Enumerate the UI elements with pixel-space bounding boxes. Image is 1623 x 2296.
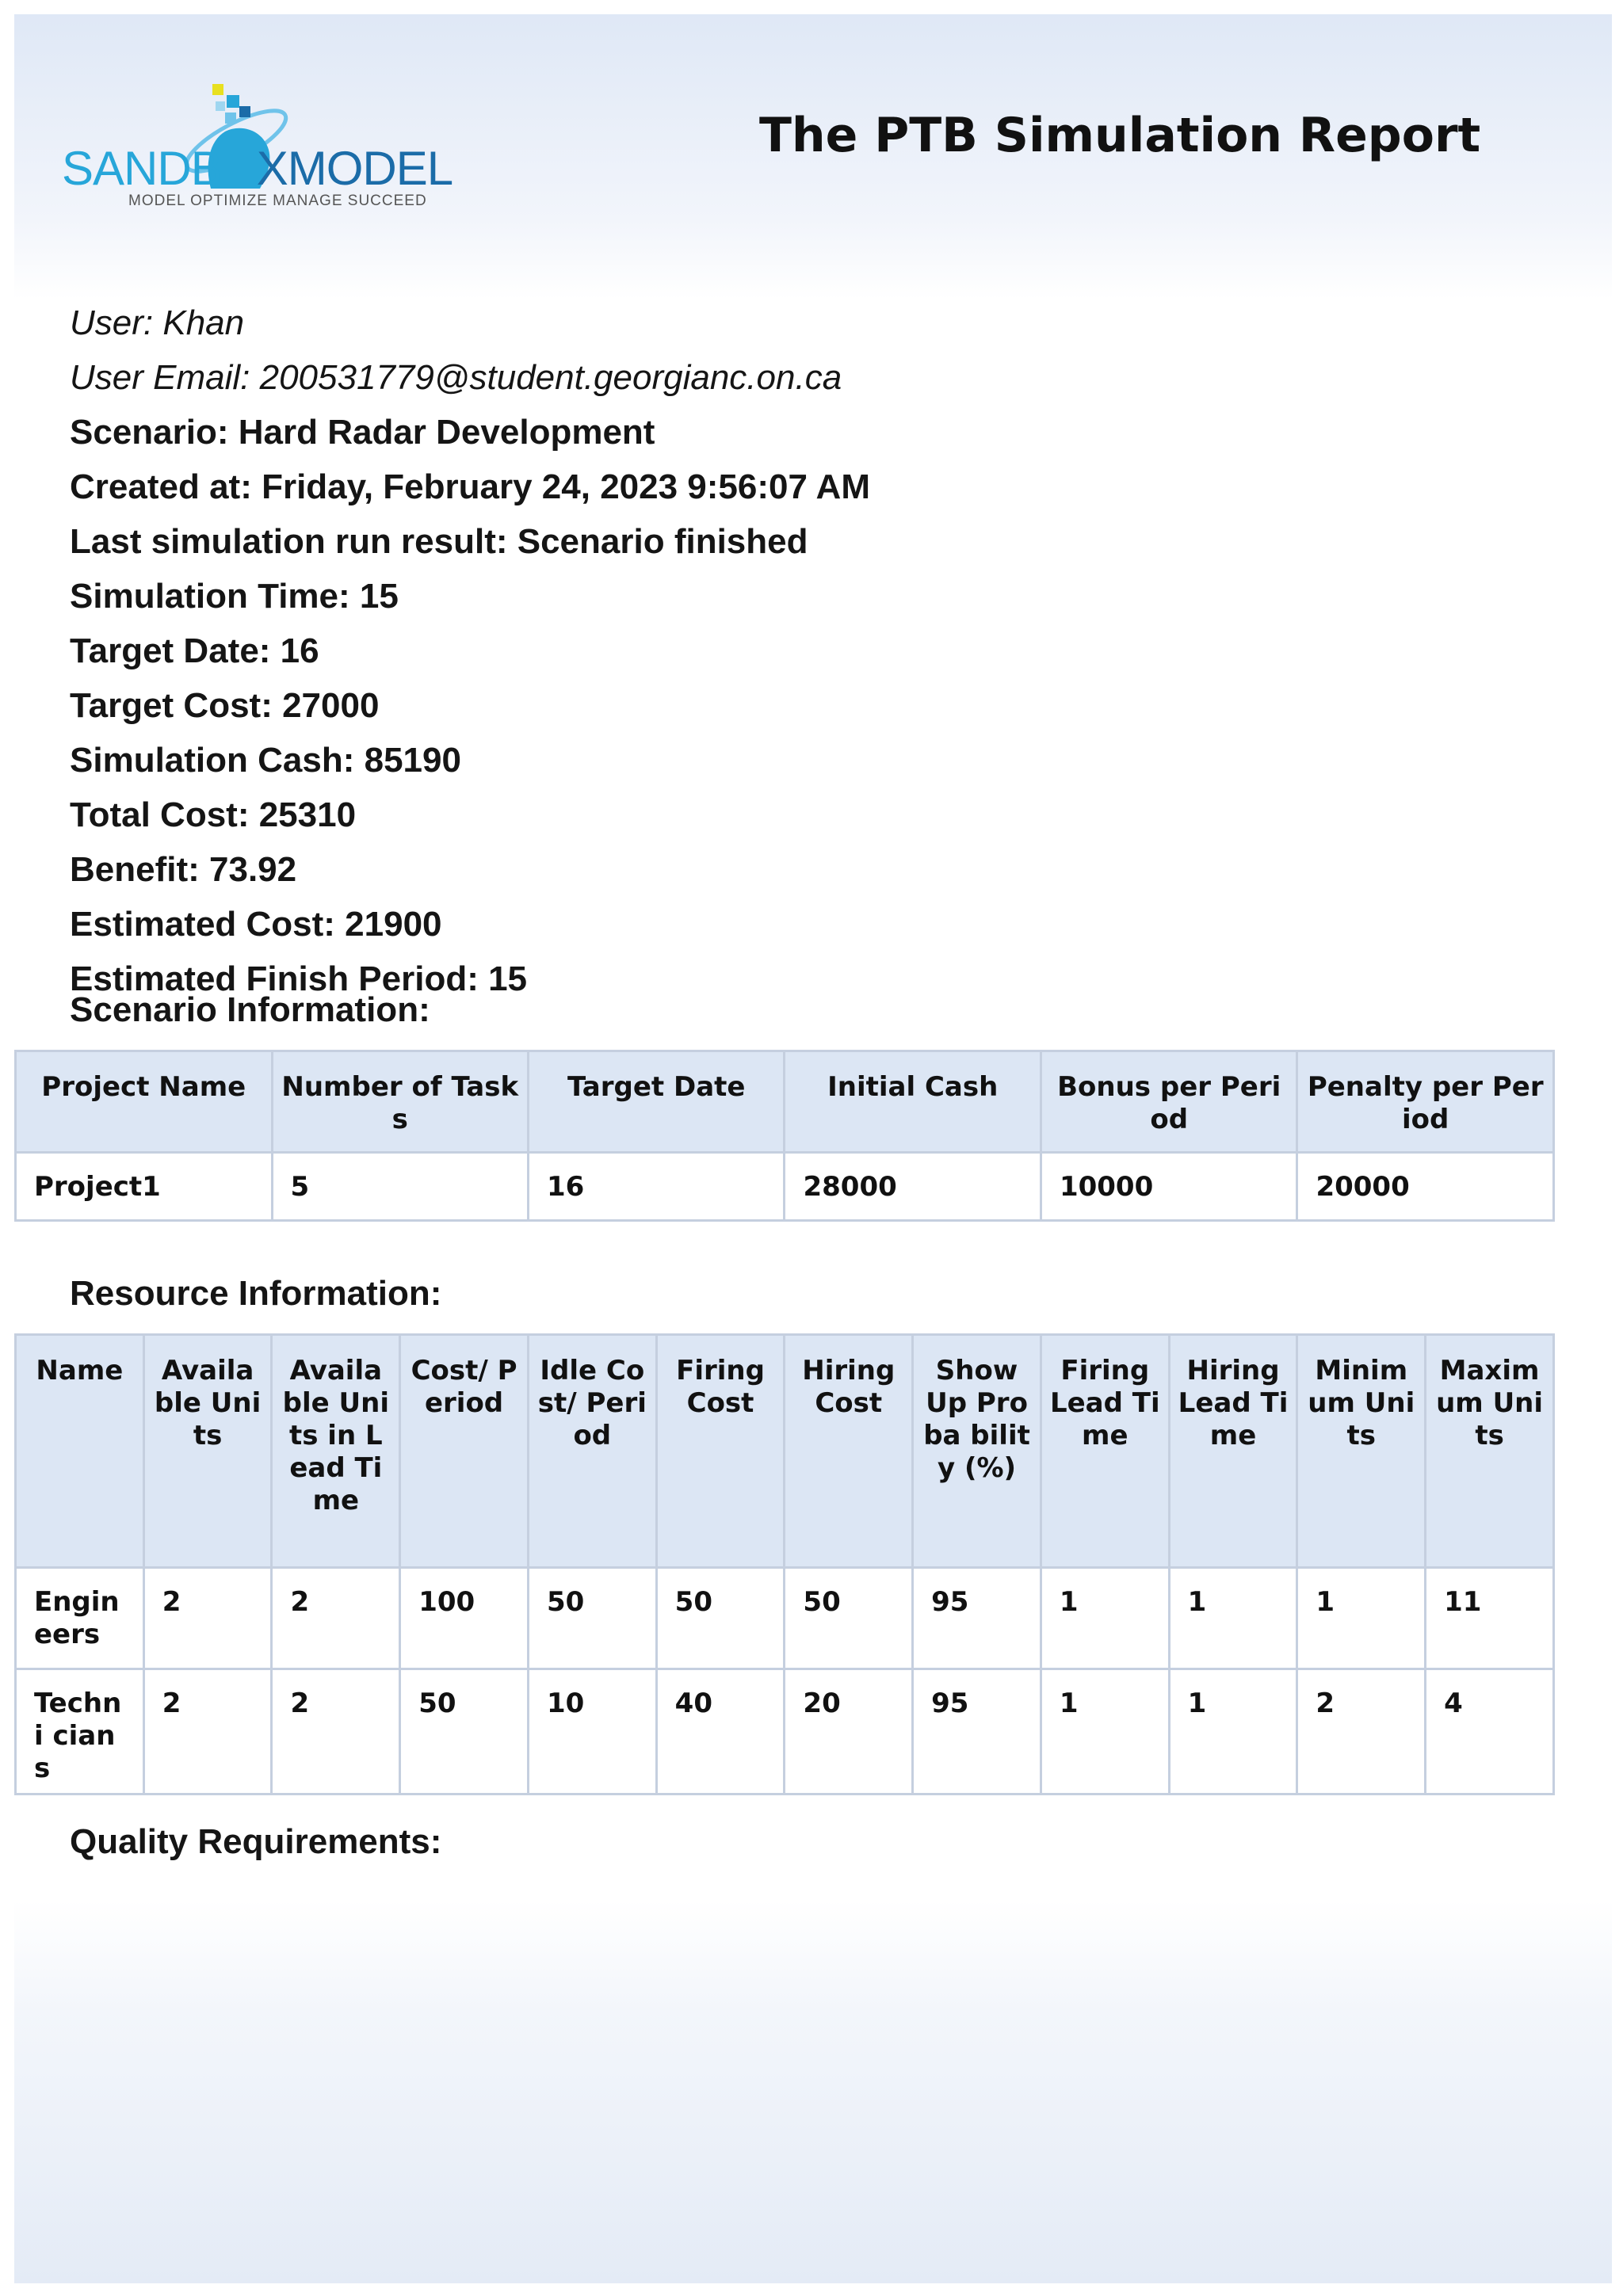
cell: 50 — [400, 1669, 529, 1794]
col-project-name: Project Name — [16, 1051, 273, 1153]
cell: 50 — [528, 1568, 656, 1669]
user-email: User Email: 200531779@student.georgianc.on.ca — [70, 358, 842, 397]
target-date: Target Date: 16 — [70, 631, 319, 670]
cell: 100 — [400, 1568, 529, 1669]
cell: 2 — [143, 1669, 272, 1794]
col-idle-cost-period: Idle Cost/ Period — [528, 1335, 656, 1568]
table-row — [16, 1568, 1554, 1669]
created-at: Created at: Friday, February 24, 2023 9:56:07 AM — [70, 467, 870, 506]
cell: 5 — [272, 1153, 528, 1221]
cell: 4 — [1426, 1669, 1554, 1794]
cell: 95 — [913, 1568, 1041, 1669]
col-number-of-tasks: Number of Tasks — [272, 1051, 528, 1153]
cell: 20000 — [1297, 1153, 1554, 1221]
cell: 50 — [785, 1568, 913, 1669]
last-run-result: Last simulation run result: Scenario finished — [70, 522, 808, 561]
cell: 1 — [1169, 1669, 1297, 1794]
col-name: Name — [16, 1335, 144, 1568]
report-page — [14, 14, 1612, 2283]
scenario-name: Scenario: Hard Radar Development — [70, 413, 655, 452]
cell: 1 — [1169, 1568, 1297, 1669]
cell: 1 — [1041, 1568, 1169, 1669]
estimated-finish-period: Estimated Finish Period: 15 — [70, 959, 528, 998]
cell: 1 — [1041, 1669, 1169, 1794]
cell: 1 — [1297, 1568, 1426, 1669]
col-show-up-probability: Show Up Proba bility (%) — [913, 1335, 1041, 1568]
table-header-row — [16, 1051, 1554, 1153]
col-initial-cash: Initial Cash — [785, 1051, 1041, 1153]
col-penalty-per-period: Penalty per Period — [1297, 1051, 1554, 1153]
cell: Engin eers — [16, 1568, 144, 1669]
simulation-time: Simulation Time: 15 — [70, 577, 399, 616]
quality-requirements-title: Quality Requirements: — [70, 1822, 442, 1861]
resource-information-title: Resource Information: — [70, 1274, 442, 1313]
resource-information-table — [14, 1333, 1555, 1795]
target-cost: Target Cost: 27000 — [70, 686, 380, 725]
cell: 11 — [1426, 1568, 1554, 1669]
scenario-information-table — [14, 1050, 1555, 1222]
col-firing-lead-time: Firing Lead Time — [1041, 1335, 1169, 1568]
cell: 10000 — [1041, 1153, 1296, 1221]
col-available-units-lead-time: Availa ble Units in Lead Time — [272, 1335, 400, 1568]
logo-wordmark: SANDB XMODEL — [62, 142, 453, 195]
estimated-cost: Estimated Cost: 21900 — [70, 905, 442, 944]
scenario-information-title: Scenario Information: — [70, 990, 430, 1029]
col-cost-period: Cost/ Period — [400, 1335, 529, 1568]
cell: 2 — [1297, 1669, 1426, 1794]
col-maximum-units: Maxim um Units — [1426, 1335, 1554, 1568]
cell: 10 — [528, 1669, 656, 1794]
table-row — [16, 1153, 1554, 1221]
cell: 95 — [913, 1669, 1041, 1794]
simulation-cash: Simulation Cash: 85190 — [70, 741, 461, 780]
user-name: User: Khan — [70, 303, 245, 342]
benefit: Benefit: 73.92 — [70, 850, 297, 889]
col-bonus-per-period: Bonus per Period — [1041, 1051, 1296, 1153]
cell: 16 — [528, 1153, 784, 1221]
col-minimum-units: Minim um Units — [1297, 1335, 1426, 1568]
cell: 2 — [143, 1568, 272, 1669]
logo-tagline: MODEL OPTIMIZE MANAGE SUCCEED — [128, 193, 427, 209]
col-hiring-lead-time: Hiring Lead Time — [1169, 1335, 1297, 1568]
sandboxmodel-logo — [46, 78, 453, 220]
col-available-units: Availa ble Units — [143, 1335, 272, 1568]
report-title: The PTB Simulation Report — [759, 108, 1481, 163]
cell: Project1 — [16, 1153, 273, 1221]
col-hiring-cost: Hiring Cost — [785, 1335, 913, 1568]
total-cost: Total Cost: 25310 — [70, 795, 357, 834]
cell: 50 — [656, 1568, 785, 1669]
table-header-row — [16, 1335, 1554, 1568]
cell: 28000 — [785, 1153, 1041, 1221]
col-target-date: Target Date — [528, 1051, 784, 1153]
cell: 20 — [785, 1669, 913, 1794]
report-info — [70, 296, 870, 1006]
table-row — [16, 1669, 1554, 1794]
cell: 40 — [656, 1669, 785, 1794]
cell: 2 — [272, 1669, 400, 1794]
col-firing-cost: Firing Cost — [656, 1335, 785, 1568]
cell: 2 — [272, 1568, 400, 1669]
cell: Techni cians — [16, 1669, 144, 1794]
